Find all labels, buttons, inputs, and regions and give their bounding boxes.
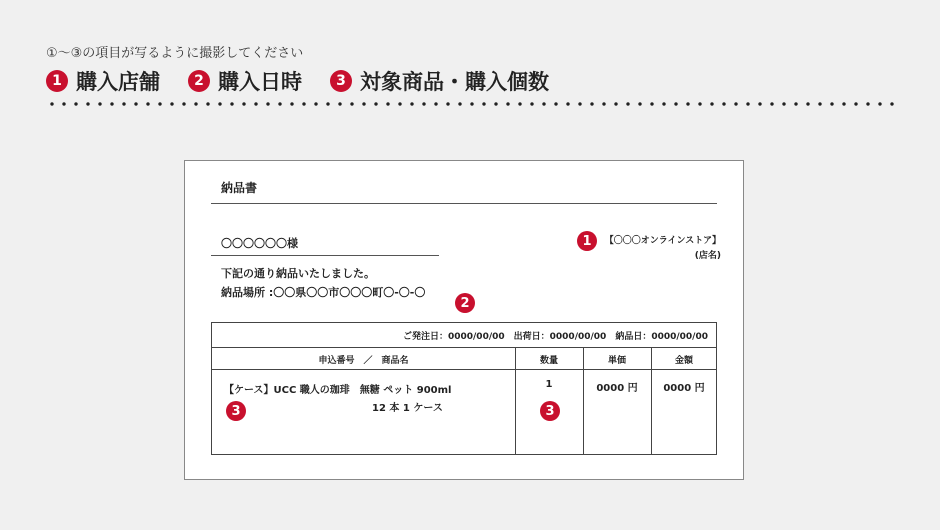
- legend-label-product: 対象商品・購入個数: [360, 70, 549, 94]
- item-amount: 0000 円: [663, 383, 705, 394]
- delivery-place: 納品場所 :〇〇県〇〇市〇〇〇町〇-〇-〇: [221, 286, 426, 299]
- col-header-item: 申込番号 ／ 商品名: [318, 356, 409, 366]
- item-qty: 1: [545, 379, 553, 390]
- marker-badge-dates: 2: [455, 293, 475, 313]
- marker-badge-item: 3: [226, 401, 246, 421]
- recipient-underline: [211, 255, 439, 256]
- marker-badge-qty: 3: [540, 401, 560, 421]
- delivery-message: 下記の通り納品いたしました。: [221, 267, 375, 280]
- legend-item-datetime: [188, 66, 302, 96]
- dotted-divider: [46, 101, 894, 107]
- items-table: [211, 322, 717, 455]
- legend-item-store: [46, 66, 160, 96]
- table-divider-header: [212, 369, 716, 370]
- legend-item-product: [330, 66, 549, 96]
- number-badge-1: 1: [46, 70, 68, 92]
- instruction-subtitle: ①〜③の項目が写るように撮影してください: [46, 46, 304, 61]
- number-badge-2: 2: [188, 70, 210, 92]
- delivery-note: [184, 160, 744, 480]
- order-dates: ご発注日：0000/00/00 出荷日：0000/00/00 納品日：0000/00/00: [402, 332, 708, 342]
- legend-label-store: 購入店舗: [76, 70, 160, 94]
- store-name-caption: (店名): [694, 251, 721, 261]
- legend-label-datetime: 購入日時: [218, 70, 302, 94]
- table-divider-top: [212, 347, 716, 348]
- item-name-line2: 12 本 1 ケース: [372, 403, 443, 414]
- doc-title: 納品書: [221, 181, 258, 195]
- title-underline: [211, 203, 717, 204]
- legend: [46, 66, 577, 96]
- store-name: 【〇〇〇オンラインストア】: [604, 236, 721, 246]
- col-header-qty: 数量: [539, 356, 558, 366]
- item-unit-price: 0000 円: [596, 383, 638, 394]
- item-name-line1: 【ケース】UCC 職人の珈琲 無糖 ペット 900ml: [224, 385, 452, 396]
- col-header-unit-price: 単価: [607, 356, 626, 366]
- number-badge-3: 3: [330, 70, 352, 92]
- recipient-name: 〇〇〇〇〇〇様: [221, 237, 298, 250]
- marker-badge-store: 1: [577, 231, 597, 251]
- col-header-amount: 金額: [674, 356, 693, 366]
